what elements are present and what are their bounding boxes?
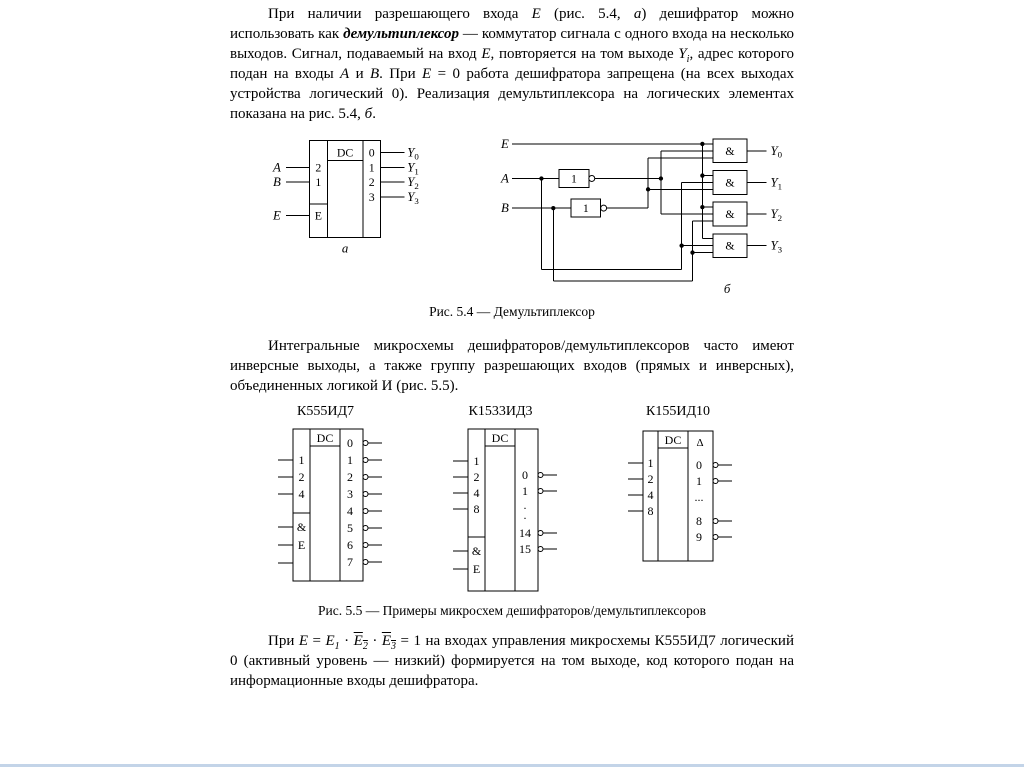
- input-label-a: A: [272, 160, 281, 175]
- figure-5-5-diagrams: [230, 404, 794, 601]
- ic-block-k1533id3: [433, 404, 568, 601]
- output-label-y3: $Y_3$: [407, 189, 419, 206]
- input-label-b: B: [272, 175, 281, 190]
- output-number: 1: [368, 160, 375, 175]
- output-label-y0: $Y_0$: [770, 143, 782, 160]
- weight-label: 4: [473, 486, 480, 500]
- output-number: 8: [696, 514, 702, 528]
- figure-5-4: [230, 132, 794, 320]
- output-number: 3: [347, 487, 353, 501]
- text-column: [230, 4, 794, 691]
- figure-5-5-caption: Рис. 5.5 — Примеры микросхем дешифраторов/демультиплексоров: [318, 603, 706, 618]
- input-label-a: A: [500, 171, 509, 186]
- input-label-e: E: [500, 136, 509, 151]
- output-label-y2: $Y_2$: [407, 175, 419, 192]
- output-inversion-bubbles: [363, 441, 368, 565]
- output-number: 14: [519, 526, 531, 540]
- dc-label: DC: [664, 433, 682, 447]
- dc-label: DC: [491, 431, 509, 445]
- inverter-bubble: [589, 176, 595, 182]
- and-enable-label: &: [471, 544, 482, 558]
- ic-diagram-k1533id3: [433, 421, 568, 601]
- enable-label: E: [314, 208, 323, 223]
- output-number: 2: [368, 175, 375, 190]
- inverter-label: 1: [582, 201, 589, 216]
- enable-label: E: [297, 538, 306, 552]
- ic-title: К555ИД7: [297, 404, 354, 419]
- and-gate-label: &: [725, 238, 735, 253]
- weight-label: 1: [298, 453, 305, 467]
- output-number: 2: [347, 470, 353, 484]
- output-number: 0: [696, 458, 702, 472]
- paragraph-enable-formula: При $E = E_1 \cdot E_2 \cdot E_3 = 1$ на входах управления микросхемы К555ИД7 логический 0 (активный уровень — низкий) формируется на том выходе, код которого подан на информационные входы дешифратора.: [230, 633, 794, 689]
- weight-label: 1: [473, 454, 480, 468]
- ic-block-k155id10: [608, 404, 748, 571]
- and-gate-label: &: [725, 206, 735, 221]
- demux-gate-diagram: [498, 132, 794, 302]
- ic-title: К1533ИД3: [468, 404, 533, 419]
- figure-5-4-diagrams: [230, 132, 794, 302]
- weight-label: 8: [473, 502, 480, 516]
- ic-diagram-k555id7: [258, 421, 393, 586]
- subfigure-label-b: б: [723, 282, 731, 297]
- output-number: 3: [368, 189, 375, 204]
- ellipsis: ...: [694, 490, 704, 504]
- weight-label: 1: [315, 175, 322, 190]
- ic-block-k555id7: [258, 404, 393, 586]
- dc-label: DC: [336, 145, 354, 160]
- decoder-block-diagram: [270, 132, 443, 257]
- output-label-y0: $Y_0$: [407, 145, 419, 162]
- weight-label: 4: [647, 488, 654, 502]
- figure-5-4-caption: Рис. 5.4 — Демультиплексор: [429, 304, 595, 319]
- inverter-bubble: [600, 205, 606, 211]
- paragraph-intro-demultiplexer: При наличии разрешающего входа E (рис. 5.4, а) дешифратор можно использовать как демультиплексор — коммутатор сигнала с одного входа на несколько выходов. Сигнал, подаваемый на вход E, повторяется на том выходе $Y_i$, адрес которого подан на входы A и B. При E = 0 работа дешифратора запрещена (на всех выходах устройства логический 0). Реализация демультиплексора на логических элементах показана на рис. 5.4, б.: [230, 6, 794, 122]
- output-label-y3: $Y_3$: [770, 238, 782, 255]
- output-number: 1: [696, 474, 702, 488]
- output-number: 0: [368, 145, 375, 160]
- output-number: 4: [347, 504, 353, 518]
- ellipsis-dot: ·: [523, 501, 527, 515]
- output-inversion-bubbles: [538, 473, 543, 552]
- ic-title: К155ИД10: [646, 404, 710, 419]
- output-label-y1: $Y_1$: [770, 175, 782, 192]
- output-number: 1: [522, 484, 528, 498]
- figure-5-5: [230, 404, 794, 619]
- output-number: 7: [347, 555, 353, 569]
- inverter-label: 1: [570, 171, 577, 186]
- weight-label: 1: [647, 456, 654, 470]
- dc-label: DC: [316, 431, 334, 445]
- input-label-e: E: [272, 208, 281, 223]
- weight-label: 2: [647, 472, 654, 486]
- paragraph-ic-decoders: Интегральные микросхемы дешифраторов/демультиплексоров часто имеют инверсные выходы, а также группу разрешающих входов (прямых и инверсных), объединенных логикой И (рис. 5.5).: [230, 338, 794, 394]
- open-collector-symbol: Δ: [696, 437, 704, 449]
- output-label-y1: $Y_1$: [407, 160, 419, 177]
- weight-label: 2: [298, 470, 305, 484]
- and-gate-label: &: [725, 143, 735, 158]
- and-enable-label: &: [296, 520, 307, 534]
- output-number: 6: [347, 538, 353, 552]
- output-number: 1: [347, 453, 353, 467]
- output-number: 15: [519, 542, 531, 556]
- subfigure-label-a: а: [341, 241, 349, 256]
- weight-label: 8: [647, 504, 654, 518]
- weight-label: 2: [473, 470, 480, 484]
- output-label-y2: $Y_2$: [770, 206, 782, 223]
- ellipsis-dot: ·: [523, 511, 527, 525]
- weight-label: 4: [298, 487, 305, 501]
- weight-label: 2: [315, 160, 322, 175]
- output-number: 0: [347, 436, 353, 450]
- output-number: 5: [347, 521, 353, 535]
- output-number: 9: [696, 530, 702, 544]
- and-gate-label: &: [725, 175, 735, 190]
- output-inversion-bubbles: [713, 463, 718, 540]
- input-label-b: B: [500, 201, 509, 216]
- output-number: 0: [522, 468, 528, 482]
- enable-label: E: [472, 562, 481, 576]
- ic-diagram-k155id10: [608, 421, 748, 571]
- junction-dots: [539, 142, 704, 255]
